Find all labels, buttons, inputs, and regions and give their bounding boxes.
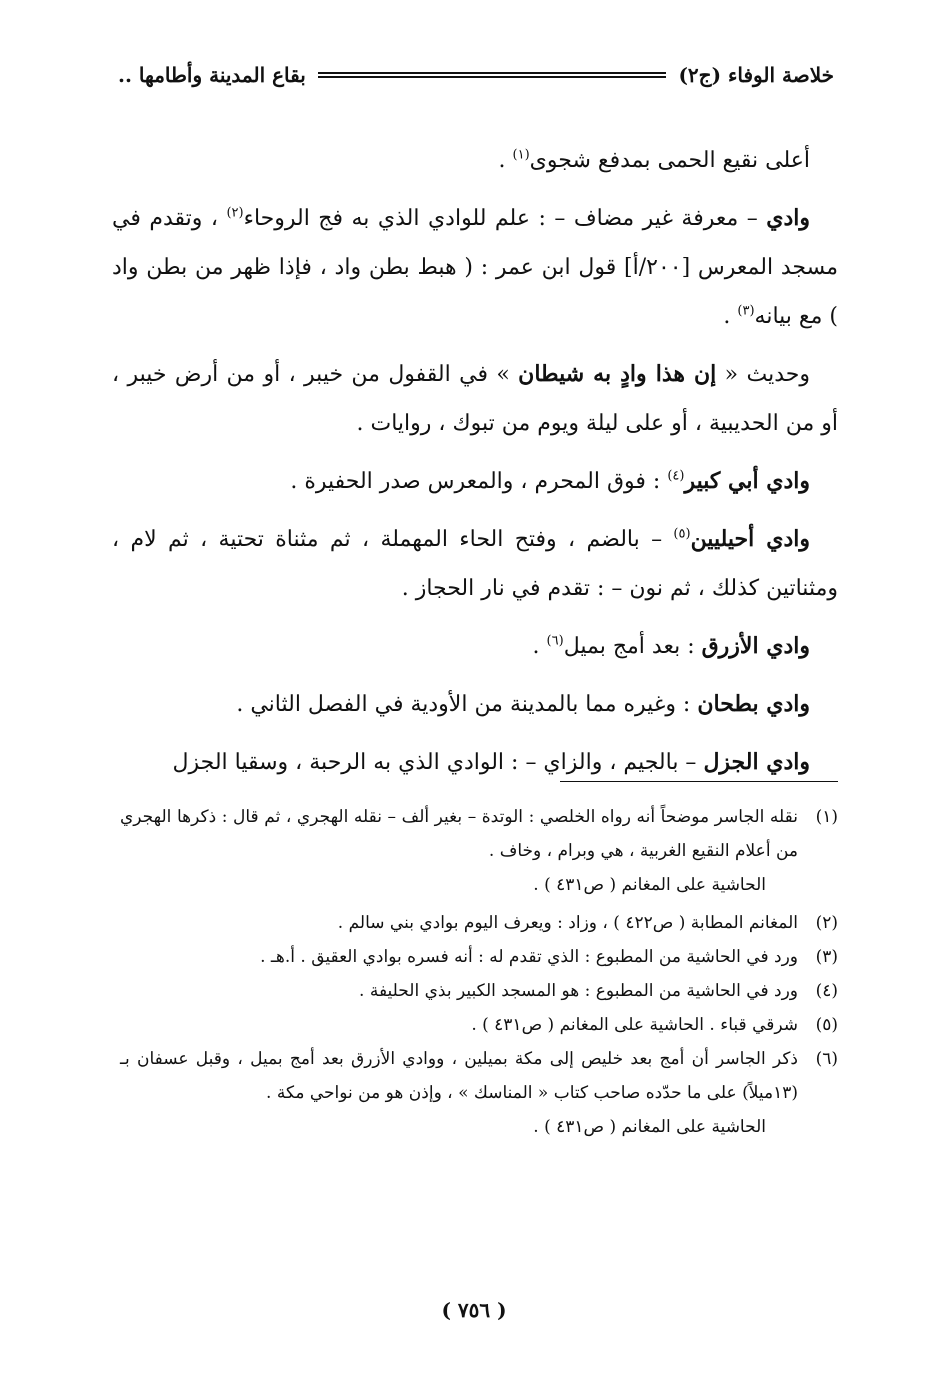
footnote-number: (٥) xyxy=(815,1015,838,1035)
paragraph-7: وادي بطحان : وغيره مما بالمدينة من الأودية في الفصل الثاني . xyxy=(236,691,810,717)
entry-term: وادي بطحان xyxy=(697,691,810,717)
paragraph-4: وادي أبي كبير$^{(٤)}$ : فوق المحرم ، والمعرس صدر الحفيرة . xyxy=(290,468,810,494)
footnote-1-source: الحاشية على المغانم ( ص٤٣١ ) . xyxy=(533,875,766,895)
paragraph-3: وحديث « إن هذا وادٍ به شيطان » في القفول من خيبر ، أو من أرض خيبر ، أو من الحديبية ، أو على ليلة ويوم من تبوك ، روايات . xyxy=(112,361,838,436)
footnote-ref-6[interactable]: (٦) xyxy=(546,633,564,649)
paragraph-2: وادي – معرفة غير مضاف – : علم للوادي الذي به فج الروحاء$^{(٢)}$ ، وتقدم في مسجد المعرس [٢٠٠/أ] قول ابن عمر : ( هبط بطن واد ، فإذا ظهر من بطن واد ) مع بيانه$^{(٣)}$ . xyxy=(112,205,838,329)
entry-term: وادي أحيليين xyxy=(690,526,810,552)
footnote-5: (٥) شرقي قباء . الحاشية على المغانم ( ص٤٣١ ) . xyxy=(120,1008,838,1042)
footnote-4: (٤) ورد في الحاشية من المطبوع : هو المسجد الكبير بذي الحليفة . xyxy=(120,974,838,1008)
footnote-ref-2[interactable]: (٢) xyxy=(226,205,244,221)
footnotes xyxy=(120,800,838,1144)
paragraph-1: أعلى نقيع الحمى بمدفع شجوى$^{(١)}$ . xyxy=(498,147,810,173)
footnote-ref-3[interactable]: (٣) xyxy=(737,303,755,319)
paragraph-5: وادي أحيليين$^{(٥)}$ – بالضم ، وفتح الحاء المهملة ، ثم مثناة تحتية ، ثم لام ، ومثناتين كذلك ، ثم نون – : تقدم في نار الحجاز . xyxy=(112,526,838,601)
footnote-6-source: الحاشية على المغانم ( ص٤٣١ ) . xyxy=(533,1117,766,1137)
paragraph-6: وادي الأزرق : بعد أمج بميل$^{(٦)}$ . xyxy=(532,633,810,659)
footnote-2: (٢) المغانم المطابة ( ص٤٢٢ ) ، وزاد : ويعرف اليوم بوادي بني سالم . xyxy=(120,906,838,940)
entry-term: وادي أبي كبير xyxy=(684,468,810,494)
footnote-ref-5[interactable]: (٥) xyxy=(673,526,691,542)
entry-term: وادي xyxy=(766,205,811,231)
footnote-number: (٣) xyxy=(815,947,838,967)
footnote-number: (٤) xyxy=(815,981,838,1001)
running-header xyxy=(118,58,834,92)
footnote-6: (٦) ذكر الجاسر أن أمج بعد خليص إلى مكة بميلين ، ووادي الأزرق بعد أمج بميل ، وقبل عسفان بـ (١٣ميلاً) على ما حدّده صاحب كتاب « المناسك » ، وإذن هو من نواحي مكة . xyxy=(120,1042,838,1110)
footnote-ref-1[interactable]: (١) xyxy=(512,147,530,163)
footnote-number: (٢) xyxy=(815,913,838,933)
footnote-1: (١) نقله الجاسر موضحاً أنه رواه الخلصي : الوتدة – بغير ألف – نقله الهجري ، ثم قال : ذكرها الهجري من أعلام النقيع الغربية ، هي وبرام ، وخاف . xyxy=(120,800,838,868)
footnote-number: (١) xyxy=(815,807,838,827)
page-number: ( ٧٥٦ ) xyxy=(441,1298,507,1322)
hadith-quote: إن هذا وادٍ به شيطان xyxy=(518,361,717,387)
header-book-title: خلاصة الوفاء (ج٢) xyxy=(678,63,834,87)
header-rule xyxy=(318,72,667,78)
entry-term: وادي الجزل xyxy=(703,749,810,775)
main-text xyxy=(112,136,838,796)
footnote-divider xyxy=(560,781,838,782)
paragraph-8: وادي الجزل – بالجيم ، والزاي – : الوادي الذي به الرحبة ، وسقيا الجزل xyxy=(172,749,810,775)
entry-term: وادي الأزرق xyxy=(701,633,810,659)
footnote-3: (٣) ورد في الحاشية من المطبوع : الذي تقدم له : أنه فسره بوادي العقيق . أ.هـ . xyxy=(120,940,838,974)
footnote-number: (٦) xyxy=(815,1049,838,1069)
footnote-ref-4[interactable]: (٤) xyxy=(667,468,685,484)
header-section-title: بقاع المدينة وأطامها .. xyxy=(118,63,306,87)
